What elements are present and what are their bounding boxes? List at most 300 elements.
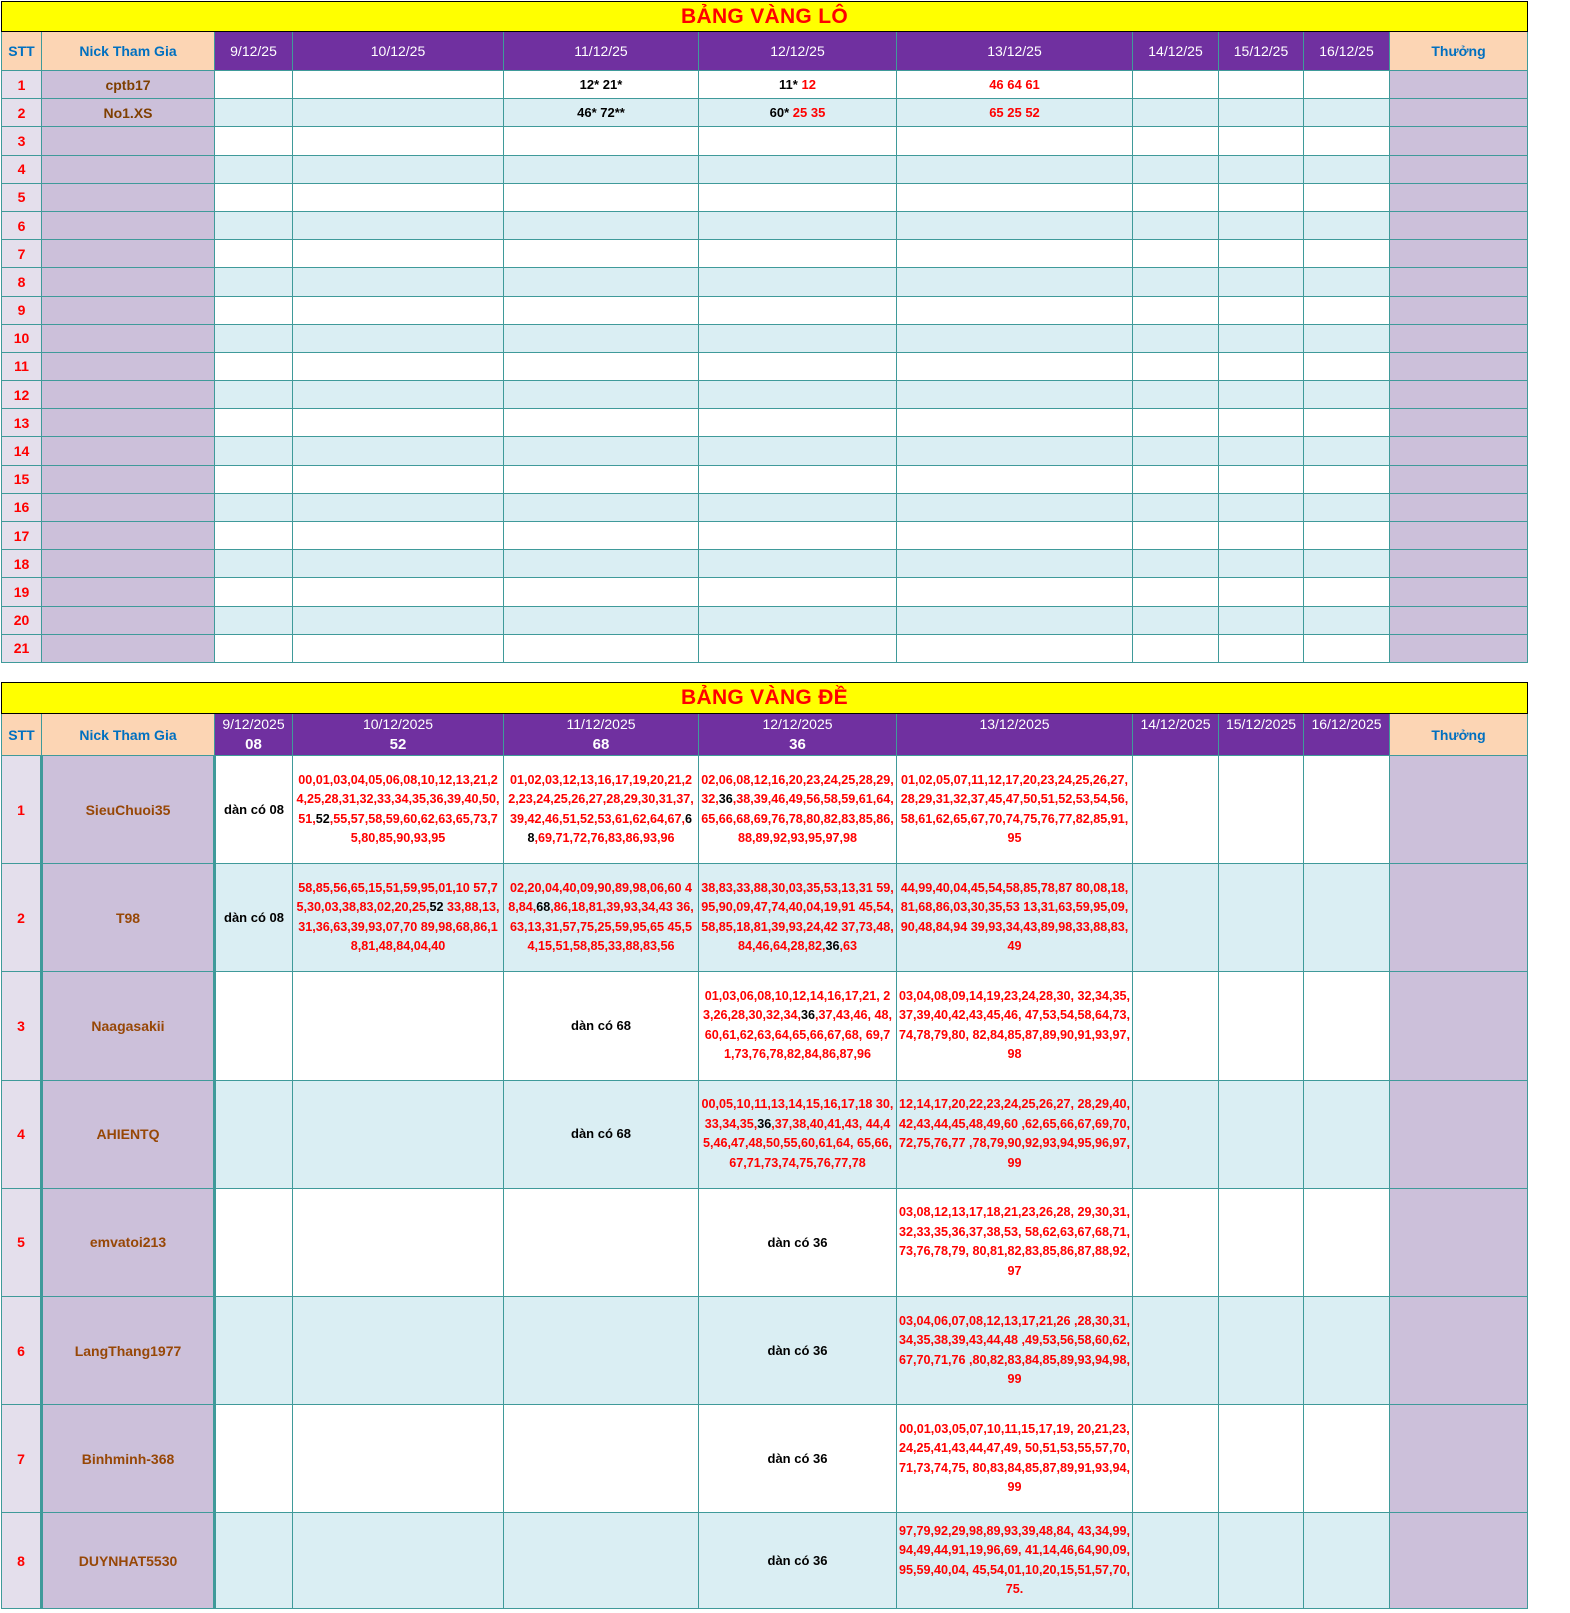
row-bonus[interactable] [1390,465,1528,493]
row-bonus[interactable] [1390,71,1528,99]
row-bonus[interactable] [1390,155,1528,183]
de-cell[interactable] [504,756,699,864]
lo-cell[interactable] [1133,155,1219,183]
lo-cell[interactable] [699,352,897,380]
row-stt: 5 [2,183,42,211]
dan-label: dàn có 08 [224,801,284,817]
lo-cell[interactable] [897,522,1133,550]
de-cell[interactable] [699,864,897,972]
lo-cell[interactable] [215,268,293,296]
lo-cell[interactable] [504,409,699,437]
number-list: 38,83,33,88,30,03,35,53,13,31 59,95,90,09,47,74,40,04,19,91 45,54,58,85,18,81,39,93,24,42 37,73,48,84,46,64,28,82, [701,880,894,954]
row-nick: emvatoi213 [42,1188,215,1296]
lo-cell[interactable] [1219,409,1304,437]
de-cell[interactable] [504,1296,699,1404]
de-cell[interactable] [1304,1405,1390,1513]
dan-label: dàn có 36 [767,1342,828,1358]
lo-cell[interactable] [897,437,1133,465]
lo-cell[interactable] [897,578,1133,606]
lo-cell[interactable] [897,240,1133,268]
lo-cell[interactable] [293,211,504,239]
row-bonus[interactable] [1390,1080,1528,1188]
lo-row [2,99,1528,127]
lo-cell[interactable] [699,183,897,211]
lo-cell[interactable] [1219,240,1304,268]
lo-cell[interactable] [1304,211,1390,239]
lo-cell[interactable] [504,183,699,211]
lo-cell[interactable] [293,578,504,606]
header-date: 15/12/2025 [1219,714,1304,735]
lo-cell[interactable] [1133,268,1219,296]
lo-cell[interactable] [1304,99,1390,127]
de-cell[interactable] [215,756,293,864]
lo-cell[interactable] [699,550,897,578]
lo-cell[interactable] [1304,578,1390,606]
lo-cell[interactable] [1219,578,1304,606]
de-cell[interactable] [897,1188,1133,1296]
de-cell[interactable] [699,1296,897,1404]
lo-cell[interactable] [1219,634,1304,662]
de-row [2,972,1528,1080]
row-stt: 4 [2,155,42,183]
de-cell[interactable] [293,1296,504,1404]
row-bonus[interactable] [1390,1405,1528,1513]
row-bonus[interactable] [1390,550,1528,578]
lo-cell[interactable] [1219,550,1304,578]
de-cell[interactable] [699,756,897,864]
de-row [2,1513,1528,1609]
de-cell[interactable] [1304,1080,1390,1188]
lo-cell[interactable] [504,634,699,662]
de-cell[interactable] [699,1080,897,1188]
lo-cell[interactable] [1133,381,1219,409]
lo-cell[interactable] [897,550,1133,578]
lo-cell[interactable] [897,352,1133,380]
lo-cell[interactable] [1133,409,1219,437]
de-cell[interactable] [1304,1188,1390,1296]
lo-cell[interactable] [215,522,293,550]
de-cell[interactable] [1304,1513,1390,1609]
dan-label: dàn có 36 [767,1553,828,1569]
de-cell[interactable] [1219,1188,1304,1296]
lo-cell[interactable] [1133,578,1219,606]
de-cell[interactable] [1304,972,1390,1080]
row-bonus[interactable] [1390,296,1528,324]
lo-cell[interactable] [1219,493,1304,521]
lo-cell[interactable] [293,550,504,578]
lo-cell[interactable] [1304,71,1390,99]
de-cell[interactable] [897,1296,1133,1404]
lo-cell[interactable] [293,352,504,380]
number-list: ,63 [839,939,858,954]
lo-cell[interactable] [1133,240,1219,268]
lo-cell[interactable] [1304,183,1390,211]
lo-cell[interactable] [1133,465,1219,493]
lo-cell[interactable] [504,437,699,465]
row-nick [42,437,215,465]
lo-cell[interactable] [293,381,504,409]
lo-cell[interactable] [293,634,504,662]
lo-cell[interactable] [897,465,1133,493]
lo-cell[interactable] [897,155,1133,183]
lo-cell[interactable] [215,409,293,437]
row-bonus[interactable] [1390,522,1528,550]
de-header-row [2,714,1528,735]
lo-cell[interactable] [1304,409,1390,437]
lo-cell[interactable] [504,71,699,99]
de-cell[interactable] [504,1080,699,1188]
de-cell[interactable] [293,1513,504,1609]
lo-cell[interactable] [1304,493,1390,521]
lo-cell[interactable] [1219,437,1304,465]
lo-cell[interactable] [293,493,504,521]
lo-cell[interactable] [504,127,699,155]
row-bonus[interactable] [1390,756,1528,864]
lo-cell[interactable] [215,437,293,465]
de-cell[interactable] [215,864,293,972]
de-cell[interactable] [504,1188,699,1296]
row-bonus[interactable] [1390,381,1528,409]
lo-cell[interactable] [699,606,897,634]
lo-cell[interactable] [1133,437,1219,465]
row-bonus[interactable] [1390,578,1528,606]
lo-cell[interactable] [504,324,699,352]
lo-cell[interactable] [293,324,504,352]
number-list: 03,04,06,07,08,12,13,17,21,26 ,28,30,31,34,35,38,39,43,44,48 ,49,53,56,58,60,62,67,70,71,76 ,80,82,83,84,85,89,93,94,98,99 [898,1313,1131,1387]
de-cell[interactable] [293,864,504,972]
row-bonus[interactable] [1390,127,1528,155]
de-cell[interactable] [1219,1513,1304,1609]
lo-cell[interactable] [699,324,897,352]
lo-cell[interactable] [699,127,897,155]
lo-cell[interactable] [504,606,699,634]
lo-row [2,578,1528,606]
lo-cell[interactable] [897,99,1133,127]
de-cell[interactable] [293,1405,504,1513]
lo-cell[interactable] [1304,381,1390,409]
lo-cell[interactable] [1304,352,1390,380]
lo-cell[interactable] [1133,550,1219,578]
lo-cell[interactable] [897,268,1133,296]
lo-cell[interactable] [1304,522,1390,550]
de-cell[interactable] [897,972,1133,1080]
de-cell[interactable] [215,1296,293,1404]
row-nick: cptb17 [42,71,215,99]
lo-cell[interactable] [1304,296,1390,324]
lo-cell[interactable] [504,578,699,606]
lo-cell[interactable] [699,493,897,521]
lo-cell[interactable] [504,550,699,578]
de-cell[interactable] [1304,864,1390,972]
row-bonus[interactable] [1390,437,1528,465]
lo-cell[interactable] [293,99,504,127]
row-bonus[interactable] [1390,1296,1528,1404]
row-bonus[interactable] [1390,99,1528,127]
lo-cell[interactable] [504,493,699,521]
lo-cell[interactable] [1133,296,1219,324]
row-bonus[interactable] [1390,240,1528,268]
lo-cell[interactable] [215,493,293,521]
de-cell[interactable] [897,1513,1133,1609]
lo-cell[interactable] [504,381,699,409]
lo-cell[interactable] [1304,240,1390,268]
lo-cell[interactable] [1219,127,1304,155]
lo-cell[interactable] [215,352,293,380]
de-cell[interactable] [293,756,504,864]
lo-cell[interactable] [1219,324,1304,352]
lo-cell[interactable] [504,522,699,550]
lo-cell[interactable] [293,155,504,183]
header-nick: Nick Tham Gia [42,32,215,71]
de-cell[interactable] [215,1405,293,1513]
lo-cell[interactable] [215,240,293,268]
row-nick [42,296,215,324]
de-cell[interactable] [897,1405,1133,1513]
row-stt: 3 [2,972,42,1080]
lo-cell[interactable] [293,71,504,99]
row-nick [42,324,215,352]
row-bonus[interactable] [1390,493,1528,521]
lo-cell[interactable] [699,381,897,409]
number-list: ,37,38,40,41,43, 44,45,46,47,48,50,55,60,61,64, 65,66,67,71,73,74,75,76,77,78 [702,1116,893,1170]
row-nick: Binhminh-368 [42,1405,215,1513]
lo-cell[interactable] [699,71,897,99]
lo-cell[interactable] [897,296,1133,324]
lo-cell[interactable] [1219,211,1304,239]
lo-cell[interactable] [1304,155,1390,183]
lo-cell[interactable] [1133,183,1219,211]
lo-cell[interactable] [897,211,1133,239]
lo-cell[interactable] [1304,324,1390,352]
result-number [897,735,1133,756]
lo-cell[interactable] [293,127,504,155]
row-stt: 1 [2,756,42,864]
lo-cell[interactable] [1133,352,1219,380]
lo-cell[interactable] [293,268,504,296]
lo-cell[interactable] [699,578,897,606]
lo-cell[interactable] [699,268,897,296]
lo-cell[interactable] [215,127,293,155]
lo-cell[interactable] [897,493,1133,521]
row-stt: 11 [2,352,42,380]
lo-cell[interactable] [897,634,1133,662]
lo-cell[interactable] [1133,522,1219,550]
lo-cell[interactable] [699,634,897,662]
de-cell[interactable] [504,1405,699,1513]
lo-cell[interactable] [215,99,293,127]
lo-cell[interactable] [215,550,293,578]
lo-cell[interactable] [504,296,699,324]
de-cell[interactable] [699,1188,897,1296]
lo-cell[interactable] [1133,71,1219,99]
de-cell[interactable] [1219,756,1304,864]
lo-cell[interactable] [897,71,1133,99]
de-cell[interactable] [1133,1296,1219,1404]
row-bonus[interactable] [1390,864,1528,972]
hit-number: 36 [757,1116,772,1131]
lo-cell[interactable] [699,409,897,437]
lo-cell[interactable] [215,634,293,662]
lo-cell[interactable] [1304,465,1390,493]
lo-cell[interactable] [215,606,293,634]
lo-cell[interactable] [1133,493,1219,521]
row-bonus[interactable] [1390,211,1528,239]
lo-cell[interactable] [1133,324,1219,352]
row-bonus[interactable] [1390,634,1528,662]
lo-cell[interactable] [1304,634,1390,662]
lo-cell[interactable] [504,465,699,493]
lo-cell[interactable] [1219,71,1304,99]
lo-cell[interactable] [504,155,699,183]
de-cell[interactable] [1304,1296,1390,1404]
de-cell[interactable] [1219,1080,1304,1188]
lo-cell[interactable] [504,211,699,239]
lo-cell[interactable] [699,437,897,465]
lo-cell[interactable] [1219,155,1304,183]
de-cell[interactable] [699,1513,897,1609]
lo-cell[interactable] [1219,296,1304,324]
de-cell[interactable] [1219,1296,1304,1404]
de-cell[interactable] [1219,972,1304,1080]
de-cell[interactable] [699,1405,897,1513]
de-cell[interactable] [1133,1188,1219,1296]
de-cell[interactable] [1133,1513,1219,1609]
lo-cell[interactable] [215,296,293,324]
hit-number: 52 [429,900,444,915]
de-cell[interactable] [293,1188,504,1296]
header-date: 12/12/25 [699,32,897,71]
row-bonus[interactable] [1390,1188,1528,1296]
lo-cell[interactable] [897,606,1133,634]
de-cell[interactable] [215,1188,293,1296]
lo-cell[interactable] [1219,352,1304,380]
de-cell[interactable] [1133,756,1219,864]
de-cell[interactable] [504,1513,699,1609]
lo-cell[interactable] [1133,634,1219,662]
lo-cell[interactable] [1304,437,1390,465]
lo-cell[interactable] [293,183,504,211]
result-number [1304,735,1390,756]
lo-cell[interactable] [215,211,293,239]
lo-cell[interactable] [699,465,897,493]
lo-cell[interactable] [215,324,293,352]
de-row [2,1405,1528,1513]
header-date: 16/12/25 [1304,32,1390,71]
lo-cell[interactable] [897,381,1133,409]
lo-cell[interactable] [699,211,897,239]
header-date: 14/12/25 [1133,32,1219,71]
lo-cell[interactable] [1219,183,1304,211]
de-cell[interactable] [1304,756,1390,864]
de-cell[interactable] [897,864,1133,972]
lo-cell[interactable] [897,324,1133,352]
lo-cell[interactable] [504,352,699,380]
lo-cell[interactable] [699,99,897,127]
lo-cell[interactable] [699,155,897,183]
de-cell[interactable] [1219,1405,1304,1513]
lo-cell[interactable] [215,578,293,606]
lo-cell[interactable] [504,268,699,296]
lo-cell[interactable] [897,183,1133,211]
row-bonus[interactable] [1390,972,1528,1080]
de-cell[interactable] [1219,864,1304,972]
lo-cell[interactable] [1133,127,1219,155]
row-bonus[interactable] [1390,352,1528,380]
lo-cell[interactable] [293,296,504,324]
de-cell[interactable] [215,972,293,1080]
row-bonus[interactable] [1390,1513,1528,1609]
lo-cell[interactable] [1219,606,1304,634]
de-cell[interactable] [1133,864,1219,972]
de-cell[interactable] [293,972,504,1080]
de-cell[interactable] [1133,1405,1219,1513]
lo-cell[interactable] [699,240,897,268]
result-number [1133,735,1219,756]
de-cell[interactable] [293,1080,504,1188]
lo-row [2,465,1528,493]
de-cell[interactable] [504,864,699,972]
lo-cell[interactable] [293,606,504,634]
row-bonus[interactable] [1390,324,1528,352]
lo-cell[interactable] [293,240,504,268]
lo-cell[interactable] [293,522,504,550]
lo-cell[interactable] [215,155,293,183]
de-cell[interactable] [897,1080,1133,1188]
lo-cell[interactable] [699,522,897,550]
lo-cell[interactable] [1219,522,1304,550]
row-bonus[interactable] [1390,183,1528,211]
lo-cell[interactable] [215,71,293,99]
row-stt: 15 [2,465,42,493]
lo-cell[interactable] [1304,606,1390,634]
lo-cell[interactable] [1304,550,1390,578]
lo-cell[interactable] [215,381,293,409]
lo-cell[interactable] [1219,268,1304,296]
de-cell[interactable] [215,1513,293,1609]
lo-cell[interactable] [504,240,699,268]
lo-cell[interactable] [1133,99,1219,127]
row-bonus[interactable] [1390,268,1528,296]
lo-cell[interactable] [1219,381,1304,409]
row-stt: 14 [2,437,42,465]
lo-cell[interactable] [1133,211,1219,239]
number-list: 58,85,56,65,15,51,59,95,01,10 57,75,30,03,38,83,02,20,25, [296,880,498,915]
lo-cell[interactable] [1133,606,1219,634]
lo-cell[interactable] [1219,465,1304,493]
lo-cell[interactable] [897,127,1133,155]
lo-cell[interactable] [293,409,504,437]
de-cell[interactable] [699,972,897,1080]
de-cell[interactable] [1133,1080,1219,1188]
lo-cell[interactable] [293,465,504,493]
lo-cell[interactable] [1219,99,1304,127]
lo-cell[interactable] [293,437,504,465]
de-cell[interactable] [1133,972,1219,1080]
lo-cell[interactable] [699,296,897,324]
de-cell[interactable] [897,756,1133,864]
de-cell[interactable] [215,1080,293,1188]
lo-cell[interactable] [897,409,1133,437]
lo-cell[interactable] [215,183,293,211]
lo-cell[interactable] [215,465,293,493]
row-stt: 9 [2,296,42,324]
lo-cell[interactable] [1304,127,1390,155]
lo-cell[interactable] [1304,268,1390,296]
de-cell[interactable] [504,972,699,1080]
row-bonus[interactable] [1390,409,1528,437]
lo-cell[interactable] [504,99,699,127]
row-bonus[interactable] [1390,606,1528,634]
